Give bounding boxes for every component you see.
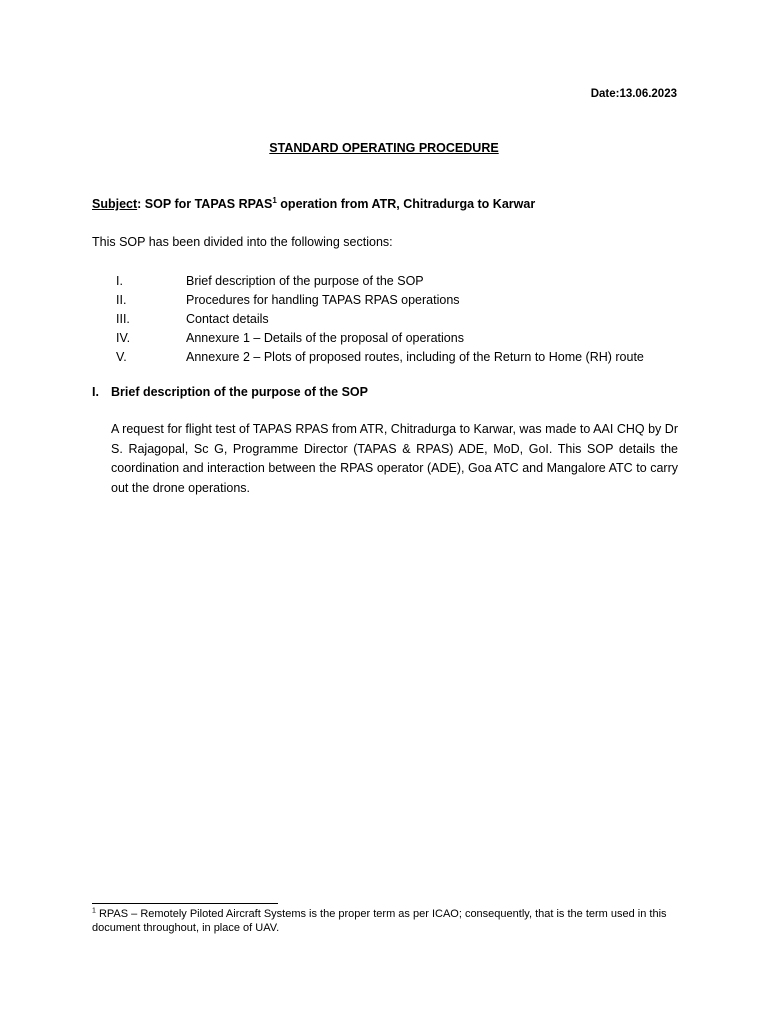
section-list-item — [92, 348, 644, 367]
section-body-paragraph: A request for flight test of TAPAS RPAS from ATR, Chitradurga to Karwar, was made to AAI CHQ by Dr S. Rajagopal, Sc G, Programme Director (TAPAS & RPAS) ADE, MoD, GoI. This SOP details the coordination and interaction between the RPAS operator (ADE), Goa ATC and Mangalore ATC to carry out the drone operations. — [111, 422, 678, 495]
intro-text: This SOP has been divided into the following sections: — [92, 235, 393, 249]
subject-label: Subject — [92, 197, 138, 211]
section-list-number: II. — [116, 293, 127, 307]
footnote-reference: 1 — [272, 195, 277, 205]
section-list-text: Brief description of the purpose of the SOP — [186, 274, 424, 288]
subject-text: SOP for TAPAS RPAS — [141, 197, 273, 211]
section-list-number: III. — [116, 312, 130, 326]
section-list-item — [92, 291, 644, 310]
section-list-number: I. — [116, 274, 123, 288]
section-list-item — [92, 329, 644, 348]
subject-text-continued: operation from ATR, Chitradurga to Karwar — [276, 197, 536, 211]
section-list-text: Procedures for handling TAPAS RPAS operations — [186, 293, 460, 307]
section-list-text: Contact details — [186, 312, 269, 326]
subject-line — [92, 197, 535, 211]
section-list-item — [92, 272, 644, 291]
footnote-marker: 1 — [92, 907, 96, 915]
section-list-text: Annexure 1 – Details of the proposal of operations — [186, 331, 464, 345]
document-date: Date:13.06.2023 — [590, 88, 677, 100]
section-list-number: V. — [116, 350, 127, 364]
section-list-text: Annexure 2 – Plots of proposed routes, including of the Return to Home (RH) route — [186, 350, 644, 364]
section-heading-number: I. — [92, 385, 99, 399]
document-title: STANDARD OPERATING PROCEDURE — [269, 141, 499, 155]
footnote-divider — [92, 903, 278, 904]
footnote-text: RPAS – Remotely Piloted Aircraft Systems is the proper term as per ICAO; consequently, that is the term used in this document throughout, in place of UAV. — [92, 908, 667, 934]
section-list-item — [92, 310, 644, 329]
section-list-number: IV. — [116, 331, 131, 345]
subject-colon: : — [137, 197, 142, 211]
section-heading-text: Brief description of the purpose of the SOP — [111, 385, 368, 399]
section-heading — [92, 385, 368, 399]
footnote — [92, 908, 682, 935]
section-list — [92, 272, 644, 367]
